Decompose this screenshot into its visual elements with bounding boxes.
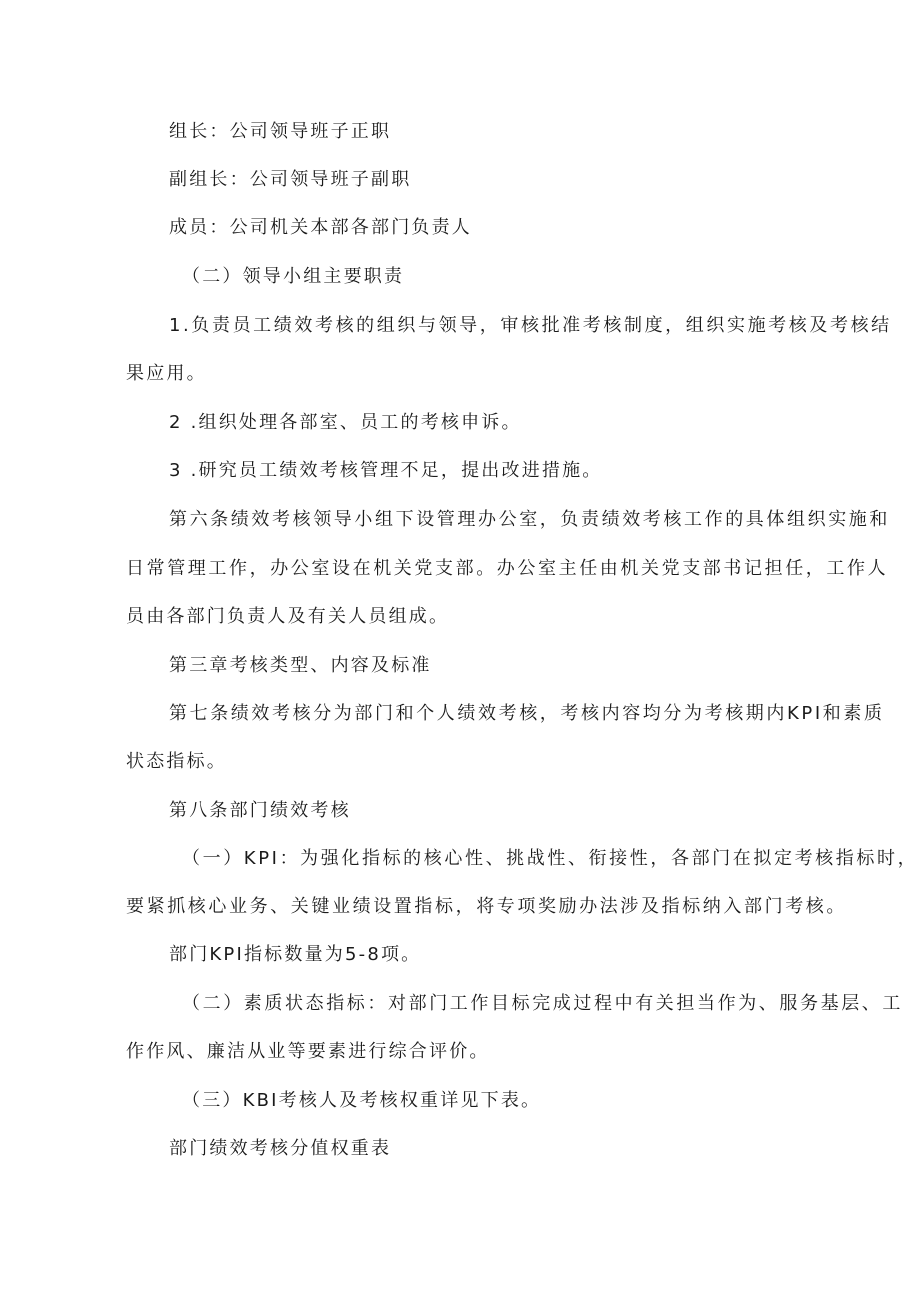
text-line-duty-2: 2 .组织处理各部室、员工的考核申诉。 <box>169 412 522 433</box>
text-line-kpi: （一）KPI：为强化指标的核心性、挑战性、衔接性，各部门在拟定考核指标时， <box>182 848 919 869</box>
text-line-table-title: 部门绩效考核分值权重表 <box>169 1138 392 1159</box>
text-line-members: 成员：公司机关本部各部门负责人 <box>169 217 472 238</box>
text-line-chapter-3: 第三章考核类型、内容及标准 <box>169 655 432 676</box>
text-line-article-6-cont-1: 日常管理工作，办公室设在机关党支部。办公室主任由机关党支部书记担任，工作人 <box>126 558 889 579</box>
text-line-kpi-count: 部门KPI指标数量为5-8项。 <box>169 944 422 965</box>
text-line-group-leader: 组长：公司领导班子正职 <box>169 121 392 142</box>
text-line-article-8: 第八条部门绩效考核 <box>169 800 351 821</box>
text-line-duty-1: 1.负责员工绩效考核的组织与领导，审核批准考核制度，组织实施考核及考核结 <box>169 315 892 336</box>
text-line-kpi-cont: 要紧抓核心业务、关键业绩设置指标，将专项奖励办法涉及指标纳入部门考核。 <box>126 896 847 917</box>
text-line-article-7: 第七条绩效考核分为部门和个人绩效考核，考核内容均分为考核期内KPI和素质 <box>169 703 885 724</box>
text-line-section-heading: （二）领导小组主要职责 <box>182 266 405 287</box>
text-line-duty-3: 3 .研究员工绩效考核管理不足，提出改进措施。 <box>169 460 603 481</box>
text-line-quality-indicators: （二）素质状态指标：对部门工作目标完成过程中有关担当作为、服务基层、工 <box>182 993 903 1014</box>
text-line-article-7-cont: 状态指标。 <box>126 751 227 772</box>
text-line-deputy-leader: 副组长：公司领导班子副职 <box>169 169 412 190</box>
text-line-kbi-weights: （三）KBI考核人及考核权重详见下表。 <box>182 1090 542 1111</box>
text-line-article-6: 第六条绩效考核领导小组下设管理办公室，负责绩效考核工作的具体组织实施和 <box>169 509 890 530</box>
text-line-duty-1-cont: 果应用。 <box>126 363 207 384</box>
text-line-quality-indicators-cont: 作作风、廉洁从业等要素进行综合评价。 <box>126 1041 490 1062</box>
text-line-article-6-cont-2: 员由各部门负责人及有关人员组成。 <box>126 606 450 627</box>
